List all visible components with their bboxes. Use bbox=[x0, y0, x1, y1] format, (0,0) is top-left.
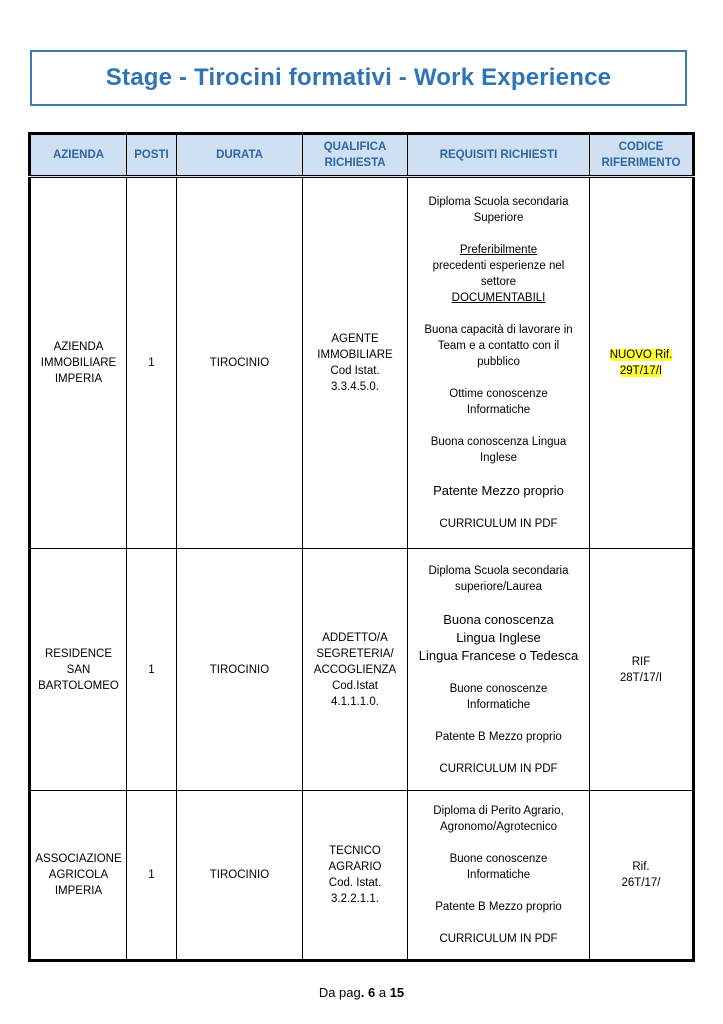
requisiti-cell: Diploma di Perito Agrario, Agronomo/Agrotecnico Buone conoscenze Informatiche Patente B Mezzo proprio CURRICULUM IN PDF bbox=[408, 791, 590, 961]
highlighted-code: NUOVO Rif. 29T/17/I bbox=[609, 349, 673, 377]
title-box bbox=[30, 50, 687, 106]
durata-cell: TIROCINIO bbox=[177, 791, 303, 961]
posti-cell: 1 bbox=[127, 177, 177, 549]
header-posti: POSTI bbox=[127, 134, 177, 177]
page-footer: Da pag. 6 a 15 bbox=[318, 985, 405, 1000]
header-durata: DURATA bbox=[177, 134, 303, 177]
qualifica-cell: ADDETTO/A SEGRETERIA/ ACCOGLIENZA Cod.Istat 4.1.1.1.0. bbox=[303, 549, 408, 791]
jobs-table bbox=[28, 132, 695, 962]
header-codice: CODICE RIFERIMENTO bbox=[590, 134, 694, 177]
header-azienda: AZIENDA bbox=[30, 134, 127, 177]
table-row bbox=[30, 791, 694, 961]
total-pages: 15 bbox=[389, 985, 405, 1000]
requisiti-cell: Diploma Scuola secondaria superiore/Laurea Buona conoscenza Lingua Inglese Lingua Francese o Tedesca Buone conoscenze Informatiche Patente B Mezzo proprio CURRICULUM IN PDF bbox=[408, 549, 590, 791]
posti-cell: 1 bbox=[127, 549, 177, 791]
durata-cell: TIROCINIO bbox=[177, 549, 303, 791]
codice-cell: RIF 28T/17/I bbox=[590, 549, 694, 791]
azienda-cell: ASSOCIAZIONE AGRICOLA IMPERIA bbox=[30, 791, 127, 961]
header-qualifica: QUALIFICA RICHIESTA bbox=[303, 134, 408, 177]
table-row bbox=[30, 549, 694, 791]
codice-cell bbox=[590, 177, 694, 549]
page-title: Stage - Tirocini formativi - Work Experience bbox=[105, 64, 612, 91]
codice-cell: Rif. 26T/17/ bbox=[590, 791, 694, 961]
azienda-cell: RESIDENCE SAN BARTOLOMEO bbox=[30, 549, 127, 791]
qualifica-cell: TECNICO AGRARIO Cod. Istat. 3.2.2.1.1. bbox=[303, 791, 408, 961]
durata-cell: TIROCINIO bbox=[177, 177, 303, 549]
requisiti-cell: Diploma Scuola secondaria Superiore Preferibilmente precedenti esperienze nel settore DOCUMENTABILI Buona capacità di lavorare in Team e a contatto con il pubblico Ottime conoscenze Informatiche Buona conoscenza Lingua Inglese Patente Mezzo proprio CURRICULUM IN PDF bbox=[408, 177, 590, 549]
posti-cell: 1 bbox=[127, 791, 177, 961]
azienda-cell: AZIENDA IMMOBILIARE IMPERIA bbox=[30, 177, 127, 549]
header-row bbox=[30, 134, 694, 177]
current-page: 6 bbox=[367, 985, 376, 1000]
qualifica-cell: AGENTE IMMOBILIARE Cod Istat. 3.3.4.5.0. bbox=[303, 177, 408, 549]
header-requisiti: REQUISITI RICHIESTI bbox=[408, 134, 590, 177]
table-row bbox=[30, 177, 694, 549]
